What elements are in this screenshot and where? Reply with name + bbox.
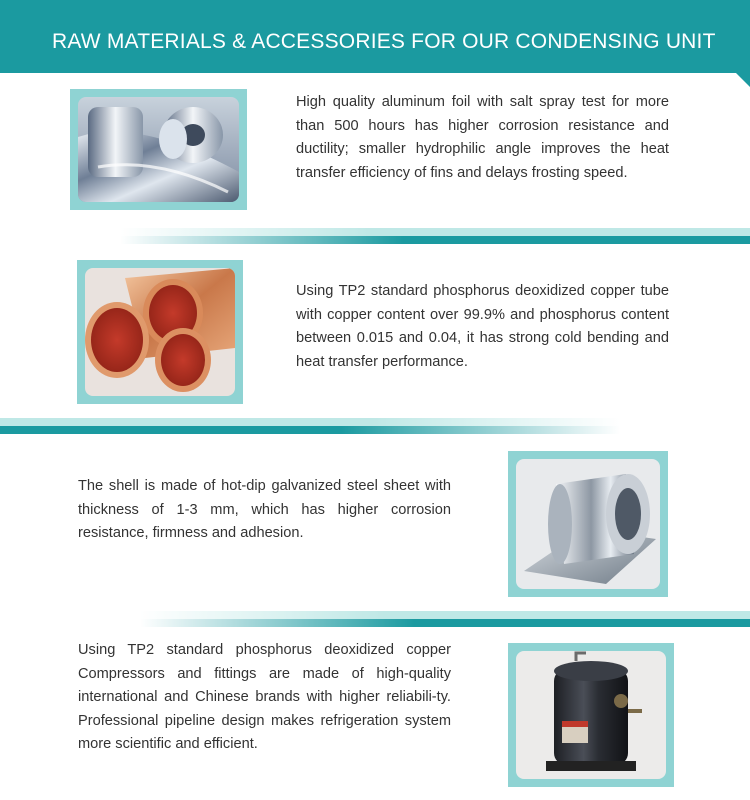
section-divider [0,418,620,434]
steel-coil-image [516,459,660,589]
header-banner [0,0,750,73]
section-divider [140,611,750,627]
compressor-photo [508,643,674,787]
copper-tube-description: Using TP2 standard phosphorus deoxidized copper tube with copper content over 99.9% and phosphorus content between 0.015 and 0.04, it has strong cold bending and heat transfer performance. [296,283,669,370]
banner-notch [736,73,750,87]
galvanized-steel-photo [508,451,668,597]
section-divider [120,228,750,244]
copper-tubes-photo [77,260,243,404]
compressor-image [516,651,666,779]
aluminum-foil-photo [70,89,247,210]
steel-shell-description: The shell is made of hot-dip galvanized steel sheet with thickness of 1-3 mm, which has higher corrosion resistance, firmness and adhesion. [78,478,451,541]
copper-tubes-image [85,268,235,396]
aluminum-foil-description: High quality aluminum foil with salt spray test for more than 500 hours has higher corrosion resistance and ductility; smaller hydrophilic angle improves the heat transfer efficiency of fins and delays frosting speed. [296,94,669,181]
compressor-description: Using TP2 standard phosphorus deoxidized copper Compressors and fittings are made of high-quality international and Chinese brands with higher reliabili-ty. Professional pipeline design makes refrigeration system more scientific and efficient. [78,642,451,752]
aluminum-foil-rolls-image [78,97,239,202]
page-title: RAW MATERIALS & ACCESSORIES FOR OUR CONDENSING UNIT [52,30,716,53]
